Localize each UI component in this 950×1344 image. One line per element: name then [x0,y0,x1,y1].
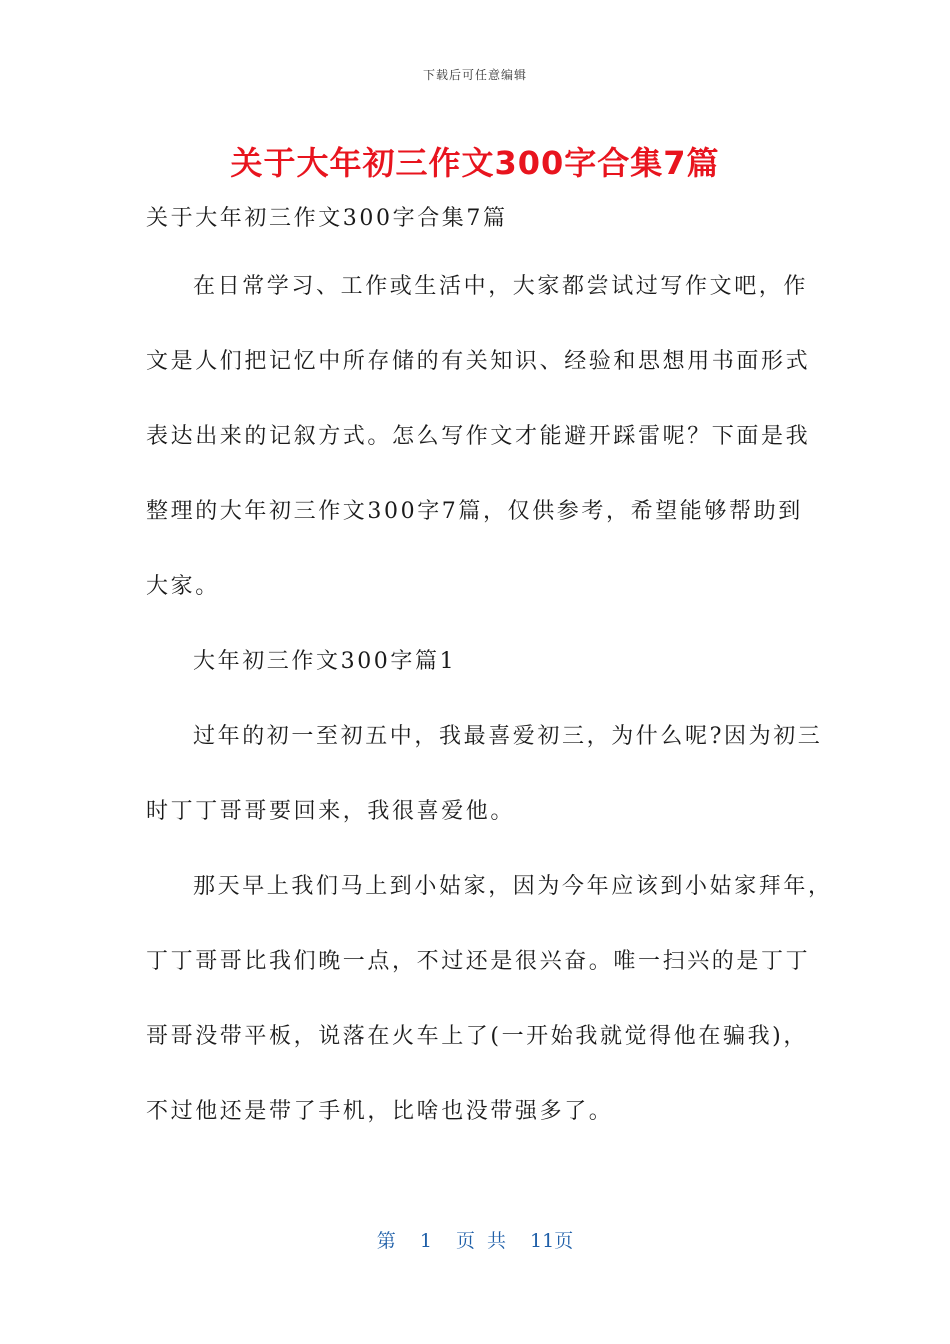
footer-total-pages: 11页 [530,1230,574,1252]
body-line: 过年的初一至初五中，我最喜爱初三，为什么呢?因为初三 [193,724,823,749]
body-line: 时丁丁哥哥要回来，我很喜爱他。 [146,799,516,824]
body-line: 丁丁哥哥比我们晚一点，不过还是很兴奋。唯一扫兴的是丁丁 [146,949,811,974]
page-header-note: 下载后可任意编辑 [422,68,527,82]
page-footer [0,1226,950,1253]
body-line: 整理的大年初三作文300字7篇，仅供参考，希望能够帮助到 [146,499,803,524]
document-body [146,199,833,1167]
body-line: 那天早上我们马上到小姑家，因为今年应该到小姑家拜年， [193,874,833,899]
body-line: 在日常学习、工作或生活中，大家都尝试过写作文吧，作 [193,274,809,299]
body-line: 哥哥没带平板，说落在火车上了(一开始我就觉得他在骗我)， [146,1024,808,1049]
footer-middle: 页 共 [455,1230,506,1252]
footer-current-page: 1 [419,1230,432,1252]
body-line: 关于大年初三作文300字合集7篇 [146,206,508,231]
body-line: 不过他还是带了手机，比啥也没带强多了。 [146,1099,614,1124]
section-heading: 大年初三作文300字篇1 [193,649,457,674]
body-line: 文是人们把记忆中所存储的有关知识、经验和思想用书面形式 [146,349,811,374]
footer-prefix: 第 [376,1230,396,1252]
body-line: 表达出来的记叙方式。怎么写作文才能避开踩雷呢？下面是我 [146,424,811,449]
body-line: 大家。 [146,574,220,599]
document-title: 关于大年初三作文300字合集7篇 [230,144,720,182]
